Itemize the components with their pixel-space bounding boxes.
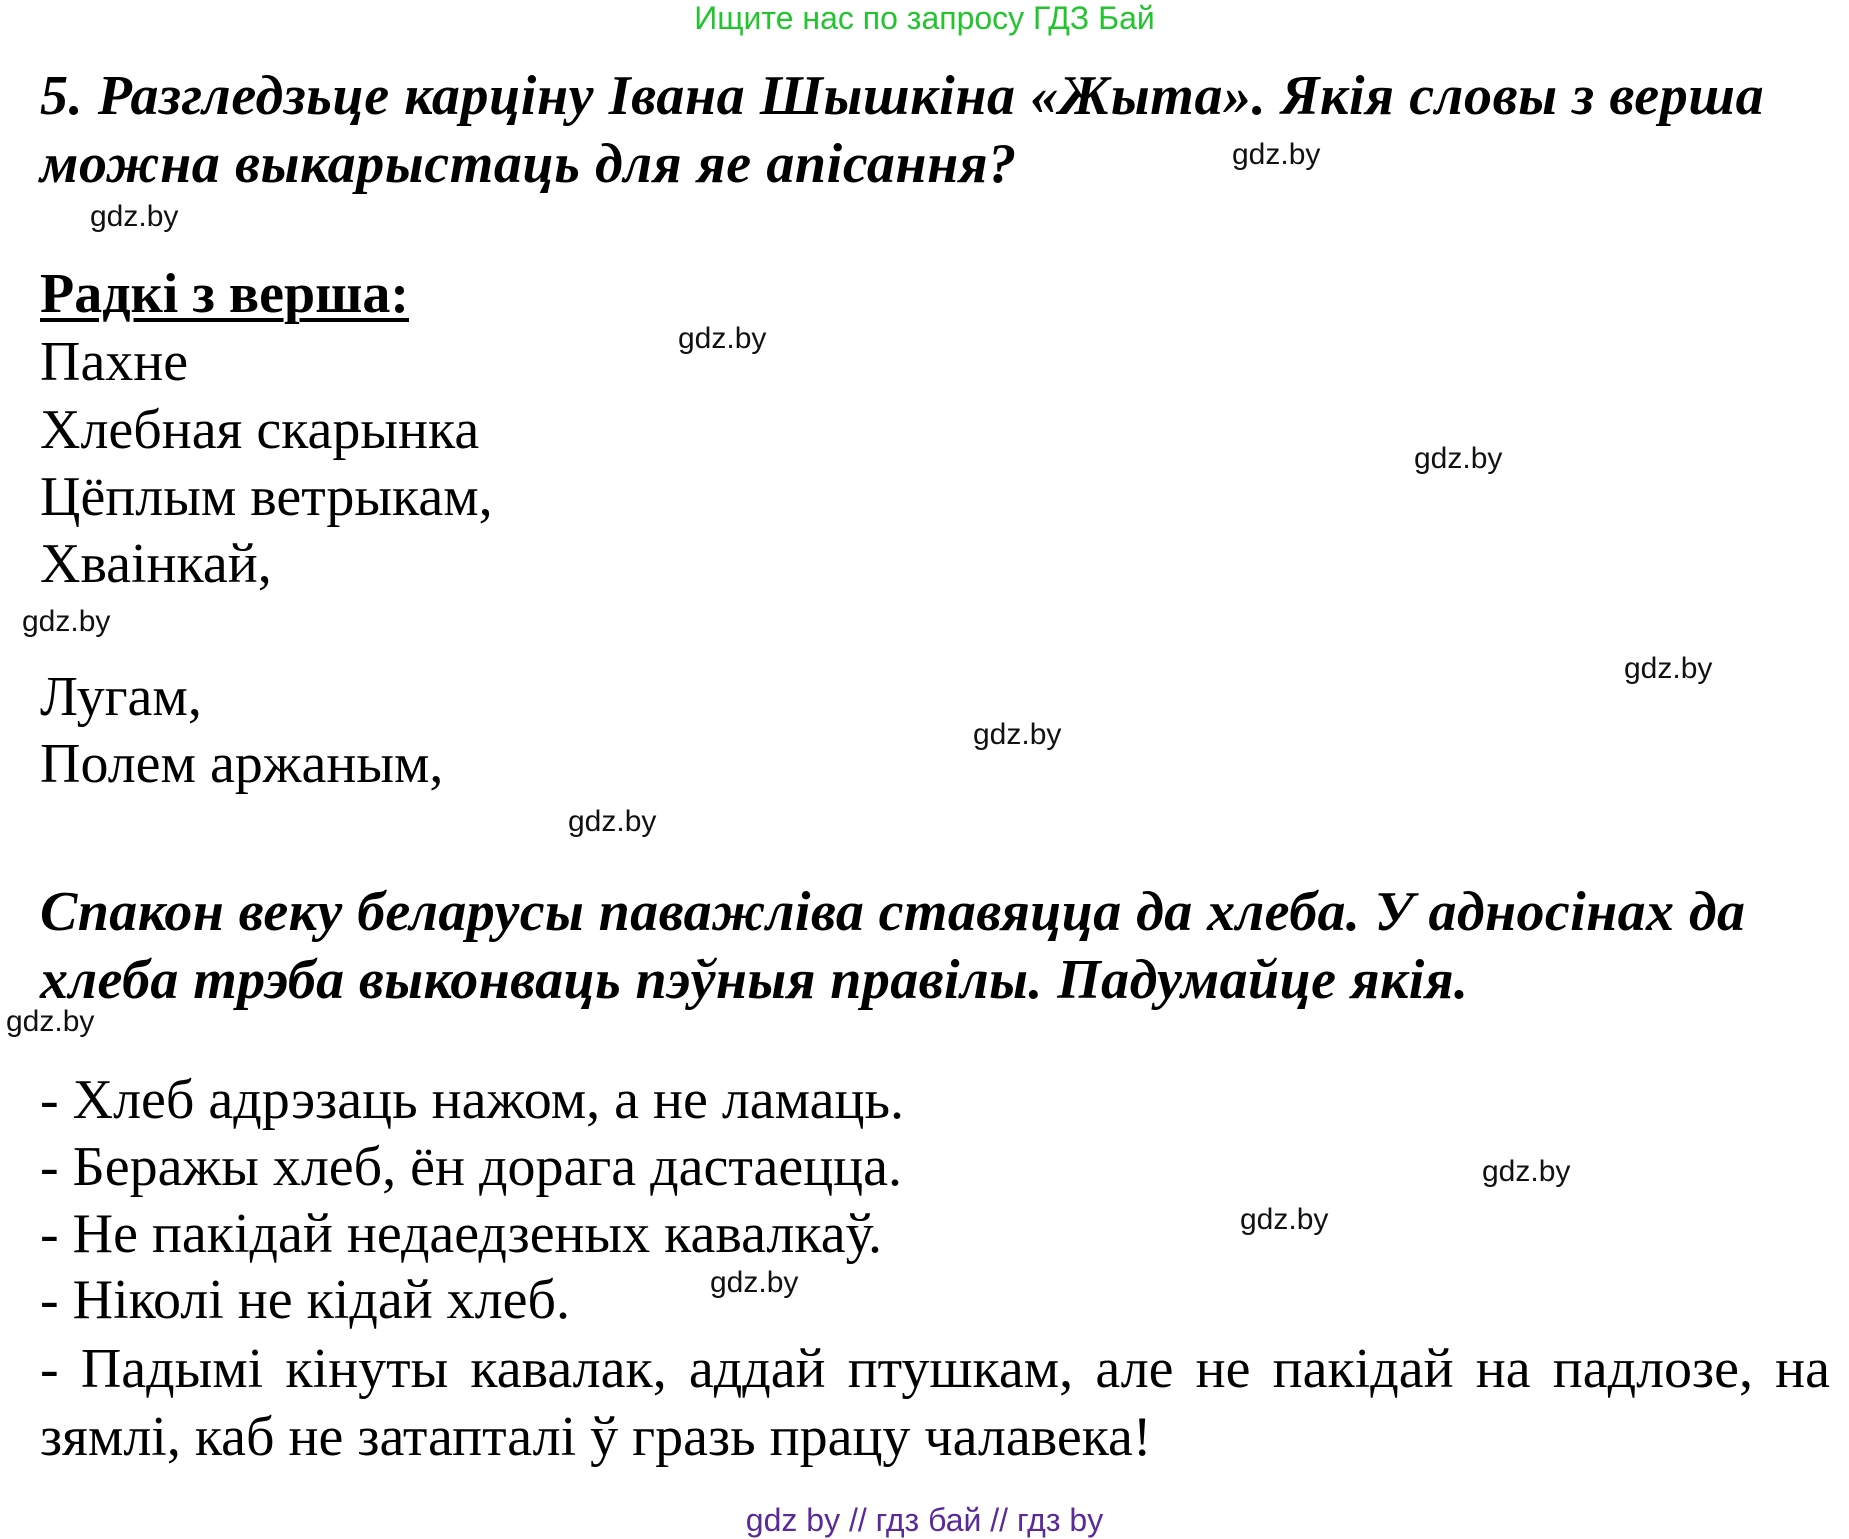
watermark: gdz.by bbox=[710, 1266, 799, 1299]
watermark: gdz.by bbox=[678, 322, 767, 355]
watermark: gdz.by bbox=[1624, 652, 1713, 685]
verse-line: Пахне bbox=[40, 331, 189, 393]
watermark: gdz.by bbox=[1232, 138, 1321, 171]
watermark: gdz.by bbox=[90, 200, 179, 233]
verse-line: Цёплым ветрыкам, bbox=[40, 466, 493, 528]
verse-section-heading: Радкі з верша: bbox=[40, 263, 410, 325]
task-question-line-2: можна выкарыстаць для яе апісання? bbox=[40, 133, 1017, 195]
watermark: gdz.by bbox=[22, 605, 111, 638]
verse-line: Лугам, bbox=[40, 666, 202, 728]
watermark: gdz.by bbox=[6, 1005, 95, 1038]
rule-item: - Не пакідай недаедзеных кавалкаў. bbox=[40, 1203, 882, 1265]
bread-question bbox=[40, 878, 1840, 1014]
watermark: gdz.by bbox=[1414, 442, 1503, 475]
rule-item: - Хлеб адрэзаць нажом, а не ламаць. bbox=[40, 1069, 905, 1131]
rule-item: - Ніколі не кідай хлеб. bbox=[40, 1269, 570, 1331]
watermark: gdz.by bbox=[1240, 1203, 1329, 1236]
watermark: gdz.by bbox=[568, 805, 657, 838]
rule-item: - Падымі кінуты кавалак, аддай птушкам, але не пакідай на падлозе, на зямлі, каб не затапталі ў гразь працу чалавека! bbox=[40, 1338, 1830, 1468]
verse-line: Полем аржаным, bbox=[40, 733, 444, 795]
search-hint-link[interactable]: Ищите нас по запросу ГДЗ Бай bbox=[694, 0, 1155, 36]
rule-item: - Беражы хлеб, ён дорага дастаецца. bbox=[40, 1136, 902, 1198]
verse-line: Хваінкай, bbox=[40, 533, 272, 595]
watermark: gdz.by bbox=[1482, 1155, 1571, 1188]
footer-link[interactable]: gdz by // гдз бай // гдз by bbox=[745, 1502, 1104, 1538]
task-question-line-1: 5. Разгледзьце карціну Івана Шышкіна «Жыта». Якія словы з верша bbox=[40, 65, 1765, 127]
verse-line: Хлебная скарынка bbox=[40, 399, 480, 461]
task-question bbox=[40, 62, 1840, 198]
bread-question-line-2: хлеба трэба выконваць пэўныя правілы. Падумайце якія. bbox=[40, 949, 1469, 1011]
bread-question-line-1: Спакон веку беларусы паважліва ставяцца да хлеба. У адносінах да bbox=[40, 881, 1746, 943]
watermark: gdz.by bbox=[973, 718, 1062, 751]
